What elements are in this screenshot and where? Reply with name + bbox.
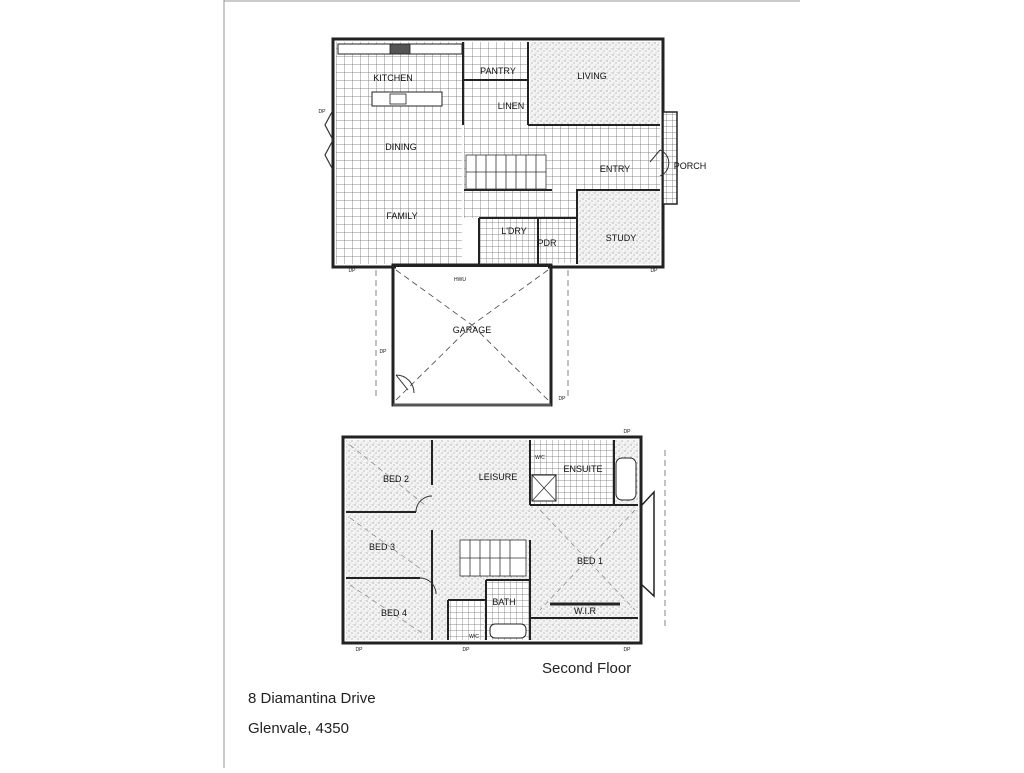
marker-dp-7: DP bbox=[355, 647, 363, 653]
address-line-2: Glenvale, 4350 bbox=[248, 720, 349, 737]
cooktop bbox=[390, 44, 410, 54]
room-label-living: LIVING bbox=[577, 71, 607, 81]
living-carpet bbox=[530, 42, 660, 124]
marker-dp-4: DP bbox=[379, 349, 387, 355]
room-label-wc: W/C bbox=[535, 455, 545, 461]
room-label-kitchen: KITCHEN bbox=[373, 73, 413, 83]
room-label-wc2: W/C bbox=[469, 634, 479, 640]
upper-stairs bbox=[460, 540, 526, 576]
second-floor-plan bbox=[343, 429, 665, 653]
marker-dp-2: DP bbox=[348, 268, 356, 274]
room-label-pantry: PANTRY bbox=[480, 66, 516, 76]
bed1-bay bbox=[641, 492, 654, 596]
room-label-bed2: BED 2 bbox=[382, 474, 410, 484]
room-label-pdr: PDR bbox=[537, 238, 557, 248]
room-label-leisure: LEISURE bbox=[478, 472, 518, 482]
room-label-bed4: BED 4 bbox=[380, 608, 408, 618]
ensuite-bath bbox=[616, 458, 636, 500]
study-carpet bbox=[578, 190, 660, 264]
marker-dp-8: DP bbox=[462, 647, 470, 653]
room-label-study: STUDY bbox=[605, 233, 637, 243]
marker-hwu: HWU bbox=[454, 277, 466, 283]
garage-floor bbox=[396, 267, 548, 403]
kitchen-island bbox=[372, 92, 442, 106]
room-label-family: FAMILY bbox=[386, 211, 418, 221]
address-line-1: 8 Diamantina Drive bbox=[248, 690, 376, 707]
room-label-porch: PORCH bbox=[673, 161, 707, 171]
main-bath bbox=[490, 624, 526, 638]
room-label-ldry: L'DRY bbox=[501, 226, 527, 236]
ground-floor-plan bbox=[319, 39, 707, 405]
laundry-floor bbox=[480, 218, 538, 263]
room-label-bed3: BED 3 bbox=[368, 542, 396, 552]
hall-lower-floor bbox=[464, 190, 576, 218]
marker-dp-1: DP bbox=[318, 109, 326, 115]
marker-dp-5: DP bbox=[558, 396, 566, 402]
room-label-bed1: BED 1 bbox=[576, 556, 604, 566]
island-sink bbox=[390, 94, 406, 104]
second-floor-title: Second Floor bbox=[542, 660, 632, 677]
room-label-dining: DINING bbox=[385, 142, 417, 152]
room-label-garage: GARAGE bbox=[452, 325, 492, 335]
room-label-entry: ENTRY bbox=[599, 164, 631, 174]
room-label-bath: BATH bbox=[492, 597, 516, 607]
marker-dp-6: DP bbox=[623, 429, 631, 435]
room-label-linen: LINEN bbox=[497, 101, 525, 111]
marker-dp-9: DP bbox=[623, 647, 631, 653]
room-label-ensuite: ENSUITE bbox=[563, 464, 603, 474]
marker-dp-3: DP bbox=[650, 268, 658, 274]
room-label-wir: W.I.R bbox=[574, 606, 596, 616]
porch bbox=[663, 112, 677, 204]
ground-stairs bbox=[466, 155, 546, 189]
